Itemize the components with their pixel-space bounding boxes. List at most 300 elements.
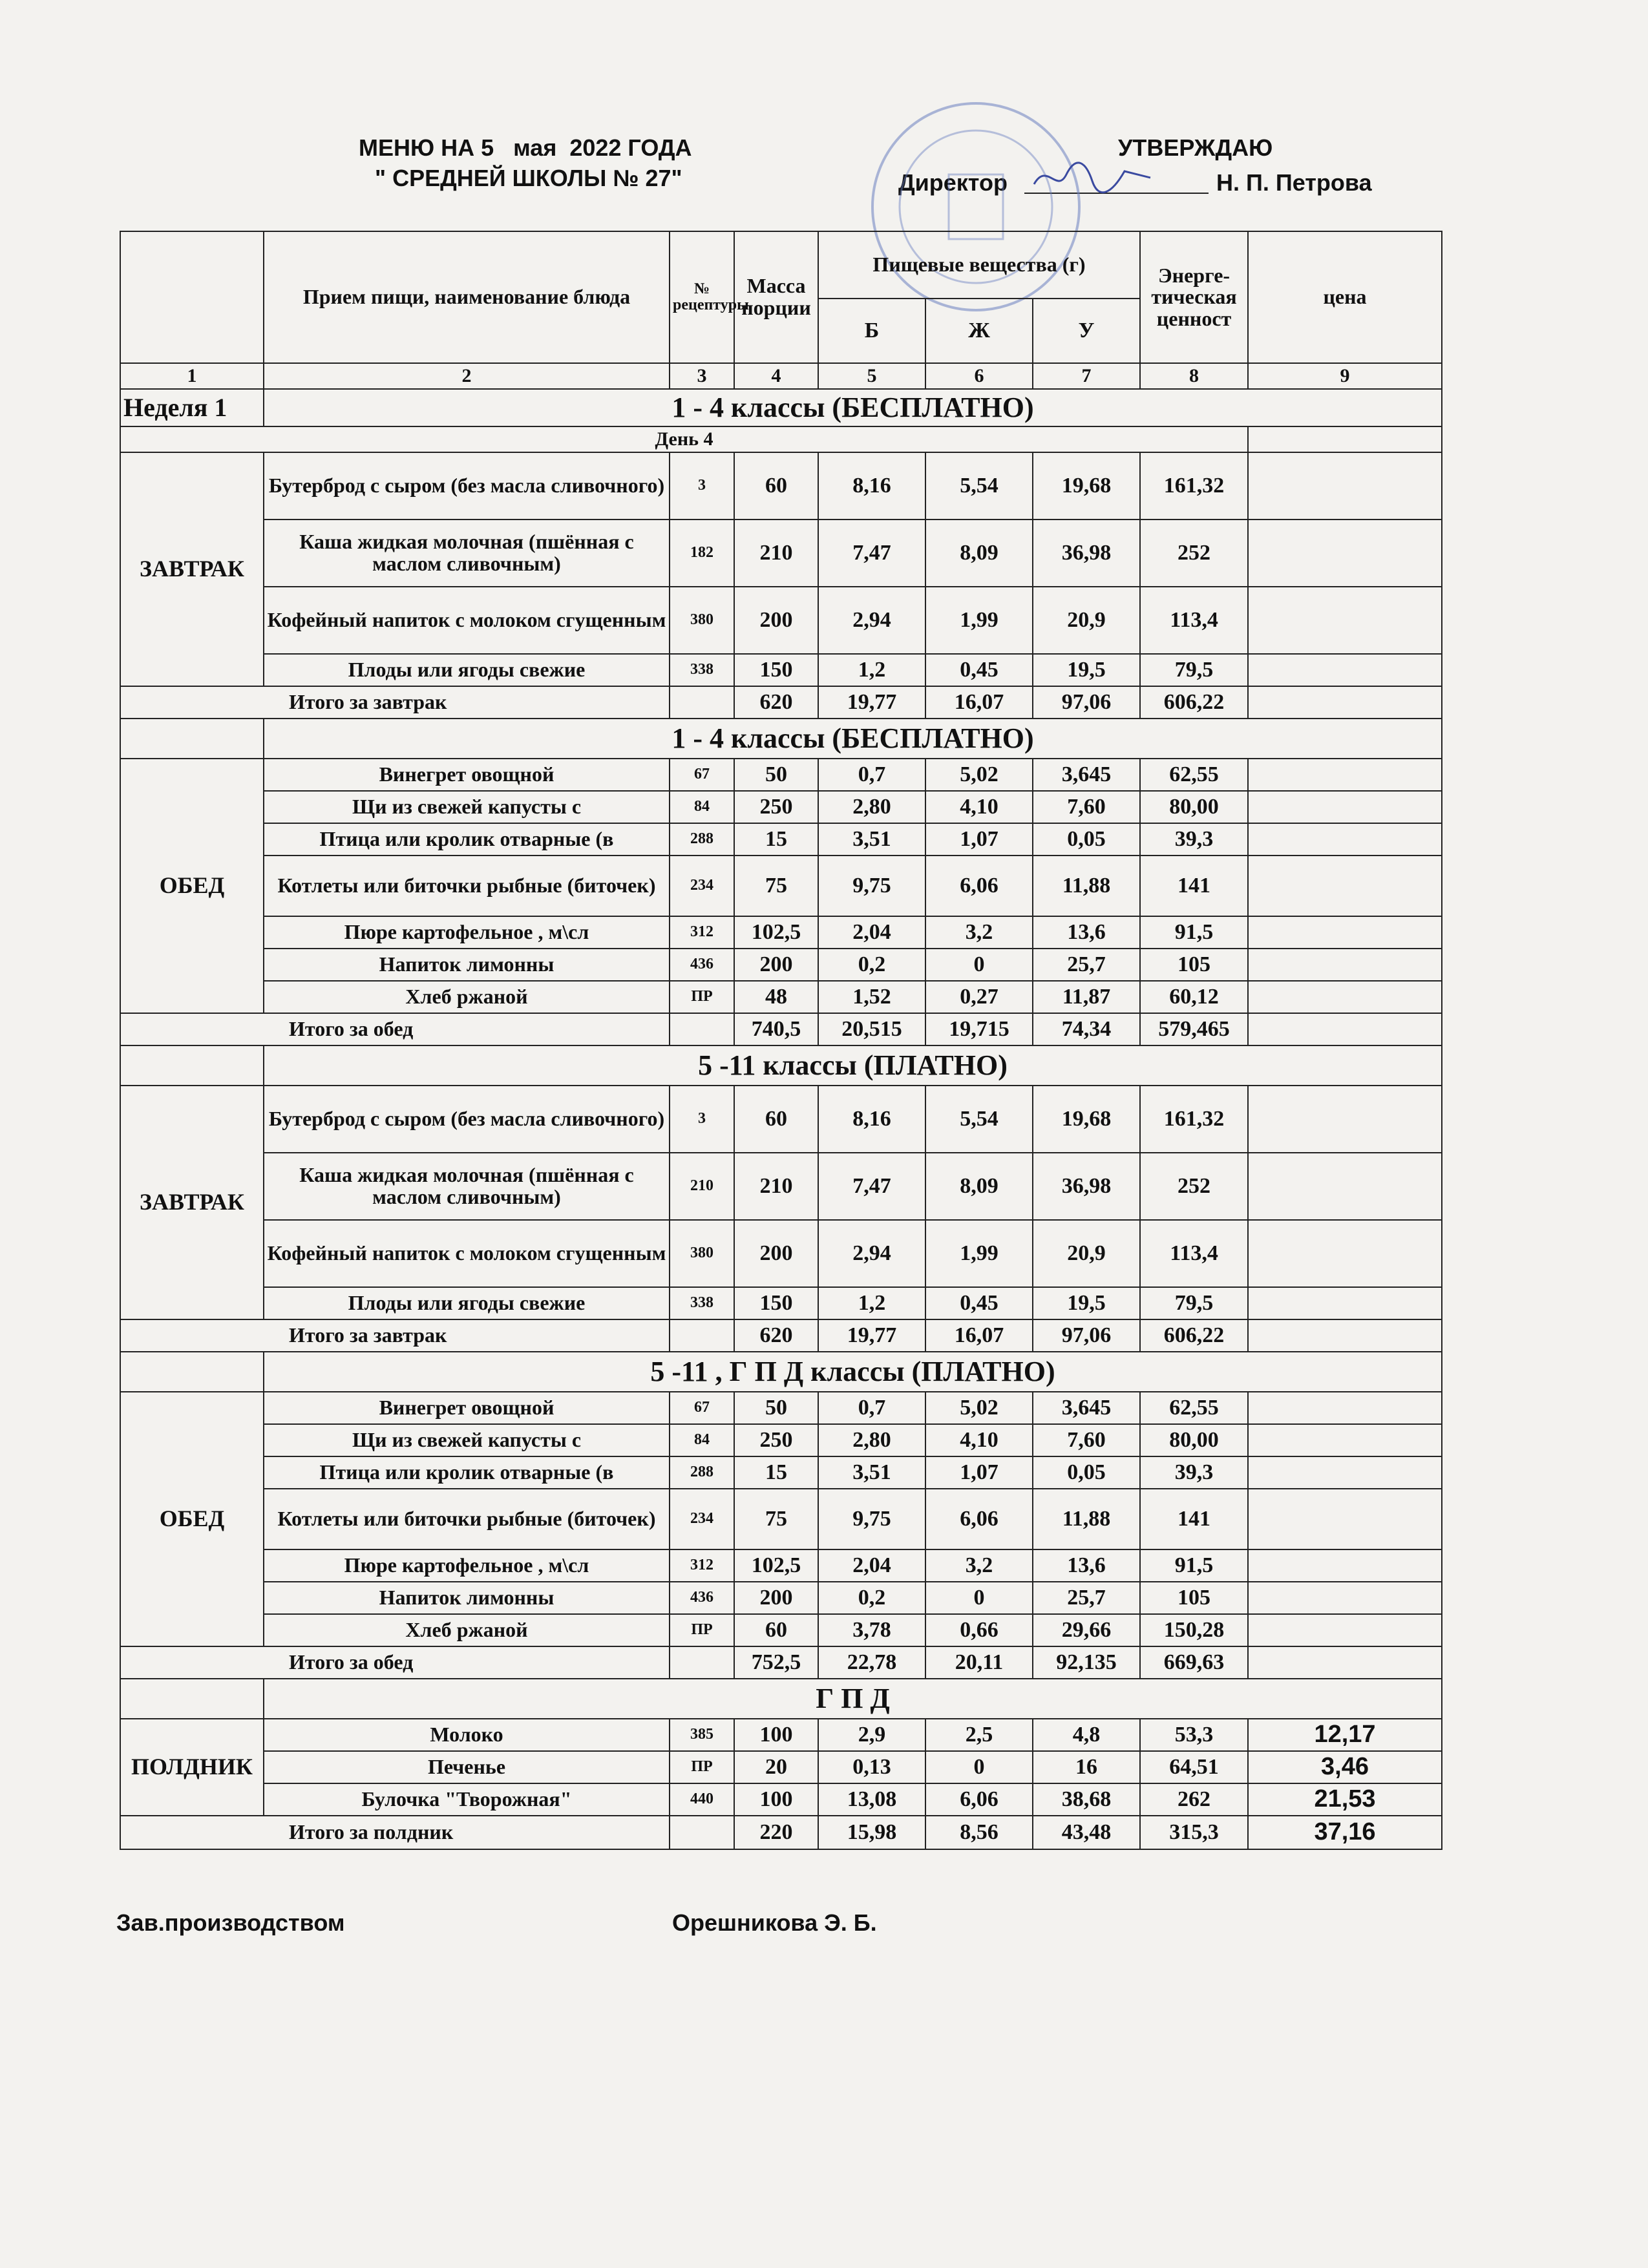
- price-cell: [1248, 452, 1442, 520]
- value-cell: 113,4: [1140, 587, 1248, 654]
- empty-cell: [1248, 426, 1442, 452]
- total-value: 19,77: [818, 1319, 925, 1352]
- value-cell: 4,10: [925, 791, 1033, 823]
- week-row: [120, 389, 1442, 426]
- value-cell: 0: [925, 949, 1033, 981]
- value-cell: 7,47: [818, 520, 925, 587]
- total-value: 606,22: [1140, 1319, 1248, 1352]
- price-cell: [1248, 686, 1442, 719]
- value-cell: 0,7: [818, 759, 925, 791]
- value-cell: 2,80: [818, 791, 925, 823]
- total-value: 579,465: [1140, 1013, 1248, 1045]
- value-cell: 38,68: [1033, 1783, 1140, 1816]
- value-cell: 5,54: [925, 452, 1033, 520]
- price-cell: [1248, 823, 1442, 856]
- table-row: [120, 1287, 1442, 1319]
- section-band-row: [120, 719, 1442, 759]
- value-cell: 16: [1033, 1751, 1140, 1783]
- header-meal: Прием пищи, наименование блюда: [264, 231, 670, 363]
- total-value: 220: [734, 1816, 818, 1849]
- empty-cell: [120, 1045, 264, 1086]
- value-cell: 19,5: [1033, 654, 1140, 686]
- column-number: 8: [1140, 363, 1248, 389]
- value-cell: 0,2: [818, 1582, 925, 1614]
- recipe-number: ПР: [670, 981, 734, 1013]
- dish-name: Птица или кролик отварные (в: [264, 1456, 670, 1489]
- recipe-number: 436: [670, 1582, 734, 1614]
- table-row: [120, 1392, 1442, 1424]
- value-cell: 62,55: [1140, 1392, 1248, 1424]
- price-cell: 21,53: [1248, 1783, 1442, 1816]
- dish-name: Бутерброд с сыром (без масла сливочного): [264, 1086, 670, 1153]
- table-row: [120, 452, 1442, 520]
- total-row: [120, 1646, 1442, 1679]
- price-cell: [1248, 1549, 1442, 1582]
- director-label: Директор: [898, 169, 1008, 196]
- price-cell: [1248, 1287, 1442, 1319]
- table-row: [120, 1489, 1442, 1549]
- recipe-number: 210: [670, 1153, 734, 1220]
- price-cell: [1248, 916, 1442, 949]
- value-cell: 8,16: [818, 1086, 925, 1153]
- total-value: 740,5: [734, 1013, 818, 1045]
- meal-label: ЗАВТРАК: [120, 1086, 264, 1319]
- value-cell: 50: [734, 1392, 818, 1424]
- header-u: У: [1033, 299, 1140, 363]
- value-cell: 200: [734, 1220, 818, 1287]
- total-value: 74,34: [1033, 1013, 1140, 1045]
- value-cell: 4,8: [1033, 1719, 1140, 1751]
- value-cell: 7,60: [1033, 1424, 1140, 1456]
- table-row: [120, 1719, 1442, 1751]
- table-row: [120, 1456, 1442, 1489]
- value-cell: 5,02: [925, 1392, 1033, 1424]
- value-cell: 13,6: [1033, 1549, 1140, 1582]
- meal-label: ЗАВТРАК: [120, 452, 264, 686]
- total-value: 669,63: [1140, 1646, 1248, 1679]
- table-row: [120, 520, 1442, 587]
- value-cell: 102,5: [734, 916, 818, 949]
- table-row: [120, 1549, 1442, 1582]
- recipe-number: 380: [670, 587, 734, 654]
- recipe-number: 440: [670, 1783, 734, 1816]
- table-row: [120, 1751, 1442, 1783]
- total-value: 620: [734, 1319, 818, 1352]
- column-number: 6: [925, 363, 1033, 389]
- dish-name: Каша жидкая молочная (пшённая с маслом сливочным): [264, 1153, 670, 1220]
- dish-name: Бутерброд с сыром (без масла сливочного): [264, 452, 670, 520]
- recipe-number: 385: [670, 1719, 734, 1751]
- value-cell: 1,07: [925, 823, 1033, 856]
- section-band: 1 - 4 классы (БЕСПЛАТНО): [264, 719, 1442, 759]
- table-row: [120, 1153, 1442, 1220]
- value-cell: 53,3: [1140, 1719, 1248, 1751]
- value-cell: 2,80: [818, 1424, 925, 1456]
- value-cell: 39,3: [1140, 1456, 1248, 1489]
- table-row: [120, 759, 1442, 791]
- value-cell: 161,32: [1140, 1086, 1248, 1153]
- value-cell: 1,2: [818, 654, 925, 686]
- section-band: 5 -11 , Г П Д классы (ПЛАТНО): [264, 1352, 1442, 1392]
- value-cell: 105: [1140, 1582, 1248, 1614]
- section-band: Г П Д: [264, 1679, 1442, 1719]
- value-cell: 250: [734, 1424, 818, 1456]
- value-cell: 62,55: [1140, 759, 1248, 791]
- value-cell: 0: [925, 1582, 1033, 1614]
- column-number: 9: [1248, 363, 1442, 389]
- total-label: Итого за завтрак: [120, 686, 670, 719]
- recipe-number: 312: [670, 916, 734, 949]
- header-mass: Масса порции: [734, 231, 818, 363]
- recipe-number: 380: [670, 1220, 734, 1287]
- value-cell: 200: [734, 587, 818, 654]
- dish-name: Котлеты или биточки рыбные (биточек): [264, 856, 670, 916]
- value-cell: 252: [1140, 1153, 1248, 1220]
- total-value: [670, 1319, 734, 1352]
- value-cell: 150,28: [1140, 1614, 1248, 1646]
- recipe-number: ПР: [670, 1751, 734, 1783]
- recipe-number: 67: [670, 759, 734, 791]
- section-band-row: [120, 1679, 1442, 1719]
- value-cell: 252: [1140, 520, 1248, 587]
- menu-table: [120, 231, 1442, 1850]
- price-cell: [1248, 1489, 1442, 1549]
- value-cell: 8,09: [925, 520, 1033, 587]
- school-name: " СРЕДНЕЙ ШКОЛЫ № 27": [375, 165, 682, 191]
- dish-name: Плоды или ягоды свежие: [264, 654, 670, 686]
- table-header-row: [120, 231, 1442, 299]
- value-cell: 3,51: [818, 823, 925, 856]
- dish-name: Плоды или ягоды свежие: [264, 1287, 670, 1319]
- price-cell: [1248, 1456, 1442, 1489]
- meal-label: ОБЕД: [120, 1392, 264, 1646]
- value-cell: 1,99: [925, 1220, 1033, 1287]
- value-cell: 0,2: [818, 949, 925, 981]
- recipe-number: 338: [670, 654, 734, 686]
- column-number: 4: [734, 363, 818, 389]
- dish-name: Винегрет овощной: [264, 759, 670, 791]
- price-cell: [1248, 1614, 1442, 1646]
- value-cell: 11,87: [1033, 981, 1140, 1013]
- day-label: День 4: [120, 426, 1248, 452]
- price-cell: [1248, 1086, 1442, 1153]
- value-cell: 100: [734, 1719, 818, 1751]
- menu-table-body: [120, 231, 1442, 1849]
- table-row: [120, 856, 1442, 916]
- production-manager-label: Зав.производством: [116, 1909, 345, 1936]
- value-cell: 105: [1140, 949, 1248, 981]
- column-number-row: [120, 363, 1442, 389]
- value-cell: 11,88: [1033, 856, 1140, 916]
- price-cell: [1248, 1424, 1442, 1456]
- value-cell: 0: [925, 1751, 1033, 1783]
- section-band-row: [120, 1352, 1442, 1392]
- recipe-number: 288: [670, 1456, 734, 1489]
- value-cell: 0,66: [925, 1614, 1033, 1646]
- dish-name: Булочка "Творожная": [264, 1783, 670, 1816]
- total-value: 92,135: [1033, 1646, 1140, 1679]
- meal-label: ПОЛДНИК: [120, 1719, 264, 1816]
- price-cell: [1248, 1582, 1442, 1614]
- value-cell: 1,52: [818, 981, 925, 1013]
- value-cell: 5,54: [925, 1086, 1033, 1153]
- value-cell: 60,12: [1140, 981, 1248, 1013]
- value-cell: 19,68: [1033, 452, 1140, 520]
- price-cell: 3,46: [1248, 1751, 1442, 1783]
- value-cell: 200: [734, 1582, 818, 1614]
- value-cell: 150: [734, 1287, 818, 1319]
- value-cell: 80,00: [1140, 791, 1248, 823]
- signature: [1028, 155, 1157, 200]
- value-cell: 60: [734, 1614, 818, 1646]
- dish-name: Кофейный напиток с молоком сгущенным: [264, 1220, 670, 1287]
- value-cell: 50: [734, 759, 818, 791]
- value-cell: 7,47: [818, 1153, 925, 1220]
- director-name: Н. П. Петрова: [1216, 169, 1372, 196]
- dish-name: Щи из свежей капусты с: [264, 791, 670, 823]
- value-cell: 79,5: [1140, 654, 1248, 686]
- value-cell: 3,51: [818, 1456, 925, 1489]
- total-value: [670, 686, 734, 719]
- table-row: [120, 1424, 1442, 1456]
- header-recipe: № рецептуры: [670, 231, 734, 363]
- value-cell: 60: [734, 1086, 818, 1153]
- dish-name: Каша жидкая молочная (пшённая с маслом сливочным): [264, 520, 670, 587]
- total-value: 8,56: [925, 1816, 1033, 1849]
- value-cell: 20,9: [1033, 587, 1140, 654]
- recipe-number: 312: [670, 1549, 734, 1582]
- value-cell: 1,99: [925, 587, 1033, 654]
- total-value: 752,5: [734, 1646, 818, 1679]
- price-cell: [1248, 1392, 1442, 1424]
- price-cell: [1248, 1646, 1442, 1679]
- value-cell: 9,75: [818, 1489, 925, 1549]
- value-cell: 8,16: [818, 452, 925, 520]
- table-row: [120, 1614, 1442, 1646]
- value-cell: 6,06: [925, 856, 1033, 916]
- price-cell: 37,16: [1248, 1816, 1442, 1849]
- total-value: 97,06: [1033, 1319, 1140, 1352]
- total-label: Итого за завтрак: [120, 1319, 670, 1352]
- menu-title: МЕНЮ НА 5 мая 2022 ГОДА: [359, 134, 692, 161]
- value-cell: 39,3: [1140, 823, 1248, 856]
- total-value: 16,07: [925, 686, 1033, 719]
- value-cell: 2,04: [818, 1549, 925, 1582]
- section-band: 5 -11 классы (ПЛАТНО): [264, 1045, 1442, 1086]
- dish-name: Хлеб ржаной: [264, 981, 670, 1013]
- value-cell: 210: [734, 520, 818, 587]
- dish-name: Пюре картофельное , м\сл: [264, 916, 670, 949]
- table-row: [120, 1086, 1442, 1153]
- total-value: [670, 1816, 734, 1849]
- value-cell: 2,04: [818, 916, 925, 949]
- recipe-number: 3: [670, 452, 734, 520]
- dish-name: Птица или кролик отварные (в: [264, 823, 670, 856]
- table-row: [120, 791, 1442, 823]
- total-value: 15,98: [818, 1816, 925, 1849]
- price-cell: [1248, 587, 1442, 654]
- price-cell: [1248, 949, 1442, 981]
- band-label: 1 - 4 классы (БЕСПЛАТНО): [264, 389, 1442, 426]
- value-cell: 15: [734, 823, 818, 856]
- dish-name: Щи из свежей капусты с: [264, 1424, 670, 1456]
- recipe-number: 3: [670, 1086, 734, 1153]
- recipe-number: 234: [670, 1489, 734, 1549]
- week-label: Неделя 1: [120, 389, 264, 426]
- dish-name: Винегрет овощной: [264, 1392, 670, 1424]
- value-cell: 20: [734, 1751, 818, 1783]
- total-value: 19,715: [925, 1013, 1033, 1045]
- value-cell: 0,13: [818, 1751, 925, 1783]
- value-cell: 0,45: [925, 654, 1033, 686]
- value-cell: 48: [734, 981, 818, 1013]
- value-cell: 150: [734, 654, 818, 686]
- value-cell: 2,9: [818, 1719, 925, 1751]
- production-manager-name: Орешникова Э. Б.: [672, 1909, 877, 1936]
- value-cell: 79,5: [1140, 1287, 1248, 1319]
- value-cell: 0,05: [1033, 823, 1140, 856]
- section-band-row: [120, 1045, 1442, 1086]
- dish-name: Печенье: [264, 1751, 670, 1783]
- value-cell: 3,78: [818, 1614, 925, 1646]
- table-row: [120, 916, 1442, 949]
- recipe-number: 436: [670, 949, 734, 981]
- value-cell: 29,66: [1033, 1614, 1140, 1646]
- value-cell: 1,07: [925, 1456, 1033, 1489]
- header-energy: Энерге-тическая ценност: [1140, 231, 1248, 363]
- value-cell: 0,05: [1033, 1456, 1140, 1489]
- price-cell: [1248, 1013, 1442, 1045]
- value-cell: 0,27: [925, 981, 1033, 1013]
- dish-name: Пюре картофельное , м\сл: [264, 1549, 670, 1582]
- header-zh: Ж: [925, 299, 1033, 363]
- table-row: [120, 654, 1442, 686]
- recipe-number: 338: [670, 1287, 734, 1319]
- value-cell: 75: [734, 1489, 818, 1549]
- dish-name: Молоко: [264, 1719, 670, 1751]
- price-cell: [1248, 1220, 1442, 1287]
- total-row: [120, 1816, 1442, 1849]
- dish-name: Кофейный напиток с молоком сгущенным: [264, 587, 670, 654]
- column-number: 1: [120, 363, 264, 389]
- value-cell: 7,60: [1033, 791, 1140, 823]
- value-cell: 36,98: [1033, 520, 1140, 587]
- value-cell: 210: [734, 1153, 818, 1220]
- total-value: 22,78: [818, 1646, 925, 1679]
- value-cell: 8,09: [925, 1153, 1033, 1220]
- value-cell: 3,645: [1033, 1392, 1140, 1424]
- empty-cell: [120, 1679, 264, 1719]
- value-cell: 262: [1140, 1783, 1248, 1816]
- total-value: 620: [734, 686, 818, 719]
- column-number: 5: [818, 363, 925, 389]
- dish-name: Котлеты или биточки рыбные (биточек): [264, 1489, 670, 1549]
- value-cell: 4,10: [925, 1424, 1033, 1456]
- value-cell: 5,02: [925, 759, 1033, 791]
- value-cell: 25,7: [1033, 1582, 1140, 1614]
- value-cell: 11,88: [1033, 1489, 1140, 1549]
- value-cell: 36,98: [1033, 1153, 1140, 1220]
- total-row: [120, 686, 1442, 719]
- approve-label: УТВЕРЖДАЮ: [1118, 134, 1273, 161]
- total-value: [670, 1646, 734, 1679]
- recipe-number: 182: [670, 520, 734, 587]
- value-cell: 75: [734, 856, 818, 916]
- dish-name: Напиток лимонны: [264, 949, 670, 981]
- price-cell: [1248, 791, 1442, 823]
- column-number: 2: [264, 363, 670, 389]
- total-value: 606,22: [1140, 686, 1248, 719]
- total-value: 97,06: [1033, 686, 1140, 719]
- table-row: [120, 949, 1442, 981]
- value-cell: 113,4: [1140, 1220, 1248, 1287]
- total-value: 20,11: [925, 1646, 1033, 1679]
- value-cell: 19,68: [1033, 1086, 1140, 1153]
- value-cell: 91,5: [1140, 916, 1248, 949]
- total-value: 43,48: [1033, 1816, 1140, 1849]
- value-cell: 2,94: [818, 1220, 925, 1287]
- table-row: [120, 1783, 1442, 1816]
- price-cell: [1248, 1153, 1442, 1220]
- price-cell: [1248, 981, 1442, 1013]
- price-cell: [1248, 1319, 1442, 1352]
- total-label: Итого за полдник: [120, 1816, 670, 1849]
- value-cell: 25,7: [1033, 949, 1140, 981]
- price-cell: [1248, 520, 1442, 587]
- table-row: [120, 1220, 1442, 1287]
- total-value: 20,515: [818, 1013, 925, 1045]
- total-value: 315,3: [1140, 1816, 1248, 1849]
- value-cell: 141: [1140, 856, 1248, 916]
- table-row: [120, 981, 1442, 1013]
- value-cell: 200: [734, 949, 818, 981]
- recipe-number: 84: [670, 1424, 734, 1456]
- recipe-number: 84: [670, 791, 734, 823]
- table-row: [120, 823, 1442, 856]
- value-cell: 13,6: [1033, 916, 1140, 949]
- total-row: [120, 1319, 1442, 1352]
- value-cell: 15: [734, 1456, 818, 1489]
- value-cell: 102,5: [734, 1549, 818, 1582]
- day-row: [120, 426, 1442, 452]
- value-cell: 6,06: [925, 1489, 1033, 1549]
- value-cell: 91,5: [1140, 1549, 1248, 1582]
- total-label: Итого за обед: [120, 1646, 670, 1679]
- value-cell: 2,94: [818, 587, 925, 654]
- empty-cell: [120, 719, 264, 759]
- empty-cell: [120, 1352, 264, 1392]
- price-cell: [1248, 759, 1442, 791]
- value-cell: 13,08: [818, 1783, 925, 1816]
- recipe-number: 234: [670, 856, 734, 916]
- value-cell: 0,7: [818, 1392, 925, 1424]
- table-row: [120, 587, 1442, 654]
- value-cell: 100: [734, 1783, 818, 1816]
- header-b: Б: [818, 299, 925, 363]
- value-cell: 80,00: [1140, 1424, 1248, 1456]
- recipe-number: 288: [670, 823, 734, 856]
- column-number: 3: [670, 363, 734, 389]
- value-cell: 6,06: [925, 1783, 1033, 1816]
- total-value: [670, 1013, 734, 1045]
- header-price: цена: [1248, 231, 1442, 363]
- recipe-number: 67: [670, 1392, 734, 1424]
- value-cell: 20,9: [1033, 1220, 1140, 1287]
- meal-label: ОБЕД: [120, 759, 264, 1013]
- value-cell: 141: [1140, 1489, 1248, 1549]
- price-cell: [1248, 654, 1442, 686]
- recipe-number: ПР: [670, 1614, 734, 1646]
